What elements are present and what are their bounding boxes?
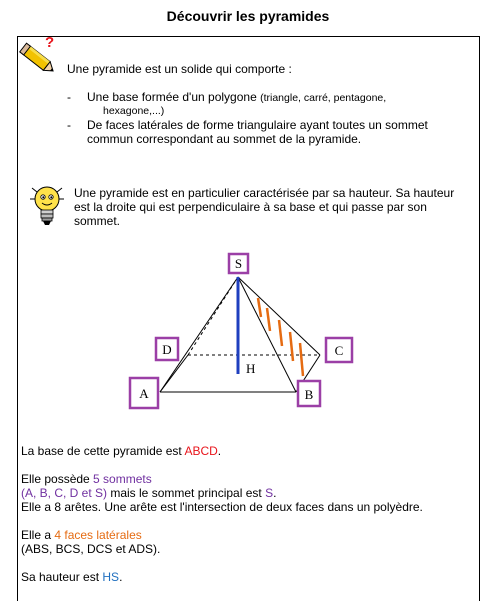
vertex-label-c: C — [334, 343, 344, 358]
sommets-list: (A, B, C, D et S) — [21, 486, 108, 500]
faces-count: 4 faces latérales — [54, 528, 142, 542]
sommets-count: 5 sommets — [93, 472, 152, 486]
bullet-base-detail: (triangle, carré, pentagone, — [260, 92, 387, 104]
vertex-label-s: S — [234, 256, 243, 271]
bullet-base-lead: Une base formée d'un polygone (triangle, carré, pentagone, — [87, 90, 387, 104]
sommets-line1: Elle possède 5 sommets — [21, 472, 152, 486]
lightbulb-icon — [30, 182, 64, 228]
svg-text:?: ? — [45, 34, 55, 51]
bullet-base-detail-2: hexagone,...) — [103, 105, 165, 117]
bullet-faces-line1: De faces latérales de forme triangulaire ayant toutes un sommet — [87, 118, 428, 132]
aretes-line: Elle a 8 arêtes. Une arête est l'intersection de deux faces dans un polyèdre. — [21, 500, 423, 514]
height-def-line3: sommet. — [74, 214, 121, 228]
hauteur-value: HS — [102, 570, 120, 584]
intro-text: Une pyramide est un solide qui comporte : — [67, 62, 292, 76]
foot-label-h: H — [246, 361, 256, 376]
vertex-label-b: B — [304, 387, 314, 402]
bullet-dash: - — [67, 118, 71, 132]
sommets-main: S — [265, 486, 274, 500]
height-def-line1: Une pyramide est en particulier caractérisée par sa hauteur. Sa hauteur — [74, 186, 455, 200]
base-line: La base de cette pyramide est ABCD. — [21, 444, 222, 458]
page-title: Découvrir les pyramides — [166, 8, 330, 24]
hauteur-line: Sa hauteur est HS. — [21, 570, 123, 584]
faces-line1: Elle a 4 faces latérales — [21, 528, 142, 542]
base-value: ABCD — [184, 444, 218, 458]
sommets-line2: (A, B, C, D et S) mais le sommet principal est S. — [21, 486, 277, 500]
faces-list: (ABS, BCS, DCS et ADS). — [21, 542, 161, 556]
bullet-faces-line2: commun correspondant au sommet de la pyramide. — [87, 132, 362, 146]
bullet-dash: - — [67, 90, 71, 104]
face-hatch-marks — [258, 298, 303, 376]
pyramid-edges — [160, 277, 320, 392]
vertex-label-d: D — [162, 342, 172, 357]
pencil-icon — [19, 33, 59, 77]
pyramid-figure — [0, 245, 496, 415]
vertex-label-a: A — [139, 386, 149, 401]
height-def-line2: est la droite qui est perpendiculaire à sa base et qui passe par son — [74, 200, 427, 214]
